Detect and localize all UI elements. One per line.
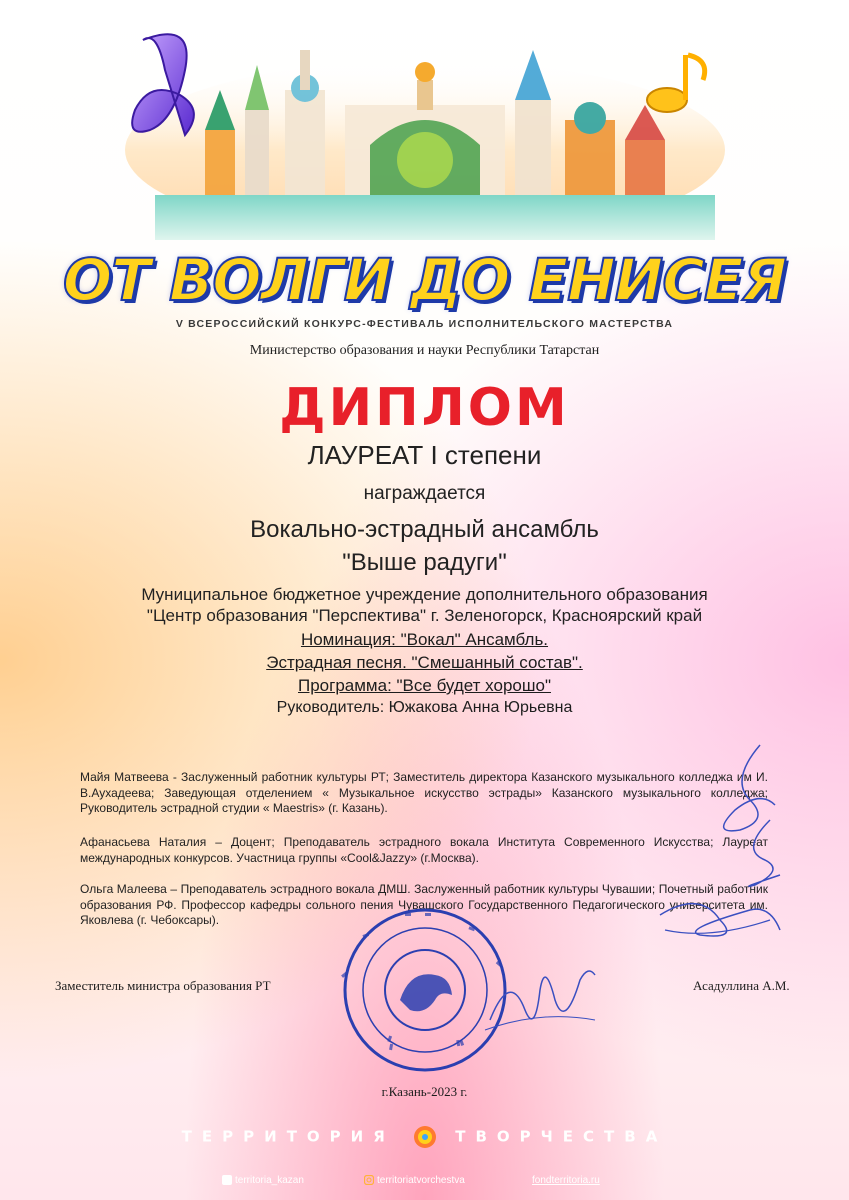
nomination-line-1: Номинация: "Вокал" Ансамбль.: [300, 630, 549, 649]
signer-title: Заместитель министра образования РТ: [55, 978, 271, 993]
jury-member-3: Ольга Малеева – Преподаватель эстрадного вокала ДМШ. Заслуженный работник культуры Чувашии; Почетный работник образования РФ. Профессор кафедры сольного пения Чувашского Государственного Педагогического университета им. Яковлева (г. Чебоксары).: [80, 882, 768, 927]
signer-name: Асадуллина А.М.: [693, 978, 790, 993]
music-note-icon: [647, 55, 705, 112]
vk-handle: territoria_kazan: [235, 1175, 304, 1186]
treble-clef-icon: [132, 34, 194, 135]
ensemble-name: "Выше радуги": [342, 549, 507, 576]
snowflake-icon: [410, 1124, 440, 1150]
footer-brand-left: ТЕРРИТОРИЯ: [181, 1127, 395, 1146]
footer-brand: [0, 1124, 849, 1150]
minister-signature: [480, 950, 600, 1040]
director-line: Руководитель: Южакова Анна Юрьевна: [276, 699, 573, 716]
instagram-icon: [364, 1175, 374, 1185]
festival-logo-title: ОТ ВОЛГИ ДО ЕНИСЕЯ: [62, 246, 787, 314]
header-illustration: [95, 10, 755, 250]
program-line: Программа: "Все будет хорошо": [298, 676, 551, 695]
instagram-link[interactable]: [364, 1175, 465, 1186]
nomination-line-2: Эстрадная песня. "Смешанный состав".: [266, 653, 583, 672]
awarded-label: награждается: [363, 483, 486, 504]
vk-link[interactable]: [222, 1175, 304, 1186]
jury-signatures: [640, 740, 790, 960]
ministry-name: Министерство образования и науки Республики Татарстан: [249, 343, 600, 358]
instagram-handle: territoriatvorchestva: [377, 1175, 465, 1186]
website-link[interactable]: fondterritoria.ru: [532, 1175, 600, 1186]
jury-member-1: Майя Матвеева - Заслуженный работник культуры РТ; Заместитель директора Казанского музыкального колледжа им И. В.Аухадеева; Заведующая отделением « Музыкальное искусство эстрады» Казанского музыкального колледжа; Руководитель эстрадной студии « Maestris» (г. Казань).: [80, 770, 768, 815]
vk-icon: [222, 1175, 232, 1185]
organization-line-2: "Центр образования "Перспектива" г. Зеленогорск, Красноярский край: [146, 606, 703, 625]
jury-member-2: Афанасьева Наталия – Доцент; Преподаватель эстрадного вокала Института Современного Искусства; Лауреат международных конкурсов. Участница группы «Cool&Jazzy» (г.Москва).: [80, 835, 768, 865]
footer-brand-right: ТВОРЧЕСТВА: [455, 1127, 668, 1146]
city-year: г.Казань-2023 г.: [381, 1084, 468, 1099]
laureate-degree: ЛАУРЕАТ I степени: [307, 440, 542, 470]
diploma-heading: ДИПЛОМ: [279, 378, 570, 438]
organization-line-1: Муниципальное бюджетное учреждение дополнительного образования: [141, 585, 708, 604]
ensemble-type: Вокально-эстрадный ансамбль: [250, 516, 599, 543]
festival-subtitle: V ВСЕРОССИЙСКИЙ КОНКУРС-ФЕСТИВАЛЬ ИСПОЛНИТЕЛЬСКОГО МАСТЕРСТВА: [175, 318, 674, 330]
